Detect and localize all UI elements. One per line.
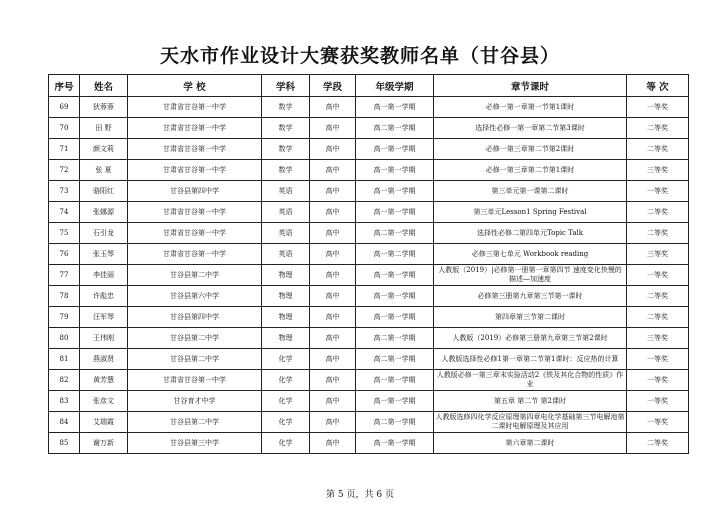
table-row <box>49 286 689 307</box>
cell-index: 84 <box>49 412 80 433</box>
cell-name: 艾瑞霞 <box>80 412 128 433</box>
table-header-row <box>49 75 689 97</box>
cell-school: 甘肃省甘谷第一中学 <box>128 160 262 181</box>
cell-stage: 高中 <box>310 391 356 412</box>
cell-award: 二等奖 <box>627 223 689 244</box>
cell-index: 73 <box>49 181 80 202</box>
cell-grade-term: 高一第二学期 <box>356 244 434 265</box>
cell-grade-term: 高一第一学期 <box>356 202 434 223</box>
header-chapter: 章节课时 <box>434 75 627 97</box>
cell-name: 石引龙 <box>80 223 128 244</box>
cell-subject: 化学 <box>262 412 310 433</box>
table-row <box>49 97 689 118</box>
cell-subject: 物理 <box>262 307 310 328</box>
page-number: 第 5 页，共 6 页 <box>326 490 394 500</box>
cell-subject: 化学 <box>262 391 310 412</box>
cell-chapter: 人教版选修四化学反应原理第四章电化学基础第三节电解池第二课时电解原理及其应用 <box>434 412 627 433</box>
cell-index: 71 <box>49 139 80 160</box>
cell-name: 张 夏 <box>80 160 128 181</box>
cell-school: 甘肃省甘谷第一中学 <box>128 97 262 118</box>
cell-chapter: 人教版（2019）必修第三册第九章第三节第2课时 <box>434 328 627 349</box>
cell-grade-term: 高一第一学期 <box>356 160 434 181</box>
table-row <box>49 307 689 328</box>
cell-grade-term: 高一第一学期 <box>356 265 434 286</box>
cell-stage: 高中 <box>310 286 356 307</box>
cell-grade-term: 高一第一学期 <box>356 307 434 328</box>
cell-school: 甘谷县第二中学 <box>128 349 262 370</box>
table-row <box>49 328 689 349</box>
header-award: 等 次 <box>627 75 689 97</box>
cell-grade-term: 高二第一学期 <box>356 118 434 139</box>
cell-grade-term: 高二第一学期 <box>356 223 434 244</box>
cell-stage: 高中 <box>310 412 356 433</box>
table-row <box>49 433 689 454</box>
table-row <box>49 181 689 202</box>
cell-name: 黄芳慧 <box>80 370 128 391</box>
cell-grade-term: 高二第一学期 <box>356 349 434 370</box>
cell-subject: 数学 <box>262 160 310 181</box>
cell-name: 张玉琴 <box>80 244 128 265</box>
cell-stage: 高中 <box>310 433 356 454</box>
cell-chapter: 必修一第三章第二节第1课时 <box>434 160 627 181</box>
cell-grade-term: 高一第一学期 <box>356 433 434 454</box>
cell-chapter: 第四章第三节第二课时 <box>434 307 627 328</box>
cell-index: 70 <box>49 118 80 139</box>
cell-index: 69 <box>49 97 80 118</box>
cell-chapter: 选择性必修一第一章第二节第3课时 <box>434 118 627 139</box>
cell-stage: 高中 <box>310 139 356 160</box>
cell-index: 81 <box>49 349 80 370</box>
cell-school: 甘谷县第二中学 <box>128 328 262 349</box>
cell-award: 二等奖 <box>627 118 689 139</box>
table-row <box>49 223 689 244</box>
cell-award: 二等奖 <box>627 202 689 223</box>
cell-chapter: 第五章 第二节 第2课时 <box>434 391 627 412</box>
cell-chapter: 必修三第七单元 Workbook reading <box>434 244 627 265</box>
table-row <box>49 244 689 265</box>
cell-subject: 化学 <box>262 349 310 370</box>
cell-stage: 高中 <box>310 370 356 391</box>
cell-subject: 化学 <box>262 433 310 454</box>
cell-stage: 高中 <box>310 181 356 202</box>
cell-stage: 高中 <box>310 328 356 349</box>
cell-grade-term: 高一第一学期 <box>356 370 434 391</box>
cell-index: 79 <box>49 307 80 328</box>
cell-chapter: 必修一第三章第二节第2课时 <box>434 139 627 160</box>
cell-award: 一等奖 <box>627 412 689 433</box>
cell-chapter: 必修第三册第九章第三节第一课时 <box>434 286 627 307</box>
cell-index: 85 <box>49 433 80 454</box>
cell-name: 谢万新 <box>80 433 128 454</box>
table-row <box>49 349 689 370</box>
cell-name: 李佳丽 <box>80 265 128 286</box>
cell-subject: 英语 <box>262 223 310 244</box>
cell-chapter: 选择性必修二第四单元Topic Talk <box>434 223 627 244</box>
header-school: 学 校 <box>128 75 262 97</box>
cell-stage: 高中 <box>310 265 356 286</box>
cell-stage: 高中 <box>310 307 356 328</box>
cell-award: 二等奖 <box>627 286 689 307</box>
cell-school: 甘肃省甘谷第一中学 <box>128 139 262 160</box>
cell-stage: 高中 <box>310 202 356 223</box>
cell-award: 一等奖 <box>627 97 689 118</box>
cell-school: 甘肃省甘谷第一中学 <box>128 223 262 244</box>
cell-grade-term: 高一第一学期 <box>356 391 434 412</box>
cell-stage: 高中 <box>310 223 356 244</box>
cell-grade-term: 高一第一学期 <box>356 139 434 160</box>
cell-school: 甘谷县第二中学 <box>128 412 262 433</box>
cell-school: 甘谷育才中学 <box>128 391 262 412</box>
header-grade-term: 年级学期 <box>356 75 434 97</box>
cell-chapter: 人教版（2019）|必修第一册第一章第四节 速度变化快慢的描述—加速度 <box>434 265 627 286</box>
header-name: 姓名 <box>80 75 128 97</box>
cell-award: 一等奖 <box>627 370 689 391</box>
cell-name: 张娜源 <box>80 202 128 223</box>
header-stage: 学段 <box>310 75 356 97</box>
cell-subject: 数学 <box>262 139 310 160</box>
cell-chapter: 第六章第二课时 <box>434 433 627 454</box>
cell-index: 76 <box>49 244 80 265</box>
cell-name: 田 野 <box>80 118 128 139</box>
cell-index: 74 <box>49 202 80 223</box>
cell-subject: 英语 <box>262 181 310 202</box>
cell-award: 一等奖 <box>627 349 689 370</box>
cell-chapter: 第三单元第一课第二课时 <box>434 181 627 202</box>
cell-grade-term: 高二第一学期 <box>356 412 434 433</box>
cell-subject: 英语 <box>262 202 310 223</box>
cell-school: 甘肃省甘谷第一中学 <box>128 370 262 391</box>
cell-school: 甘谷县第三中学 <box>128 433 262 454</box>
cell-subject: 数学 <box>262 97 310 118</box>
cell-chapter: 人教版选择性必修1第一章第二节第1课时：反应热的计算 <box>434 349 627 370</box>
cell-school: 甘谷县第四中学 <box>128 307 262 328</box>
cell-award: 三等奖 <box>627 244 689 265</box>
cell-chapter: 必修一第一章第一节第1课时 <box>434 97 627 118</box>
cell-award: 一等奖 <box>627 181 689 202</box>
cell-subject: 数学 <box>262 118 310 139</box>
table-row <box>49 370 689 391</box>
cell-award: 三等奖 <box>627 328 689 349</box>
cell-chapter: 人教版必修一第三章末实验活动2《铁及其化合物的性质》作业 <box>434 370 627 391</box>
cell-name: 汪军琴 <box>80 307 128 328</box>
cell-name: 张彦文 <box>80 391 128 412</box>
cell-index: 75 <box>49 223 80 244</box>
cell-name: 颜文莉 <box>80 139 128 160</box>
cell-index: 78 <box>49 286 80 307</box>
cell-school: 甘谷县第二中学 <box>128 265 262 286</box>
cell-index: 80 <box>49 328 80 349</box>
cell-school: 甘谷县第四中学 <box>128 181 262 202</box>
table-row <box>49 391 689 412</box>
table-row <box>49 412 689 433</box>
page-title: 天水市作业设计大赛获奖教师名单（甘谷县） <box>159 45 560 67</box>
cell-grade-term: 高二第一学期 <box>356 328 434 349</box>
cell-stage: 高中 <box>310 160 356 181</box>
cell-stage: 高中 <box>310 118 356 139</box>
table-row <box>49 139 689 160</box>
cell-grade-term: 高一第一学期 <box>356 181 434 202</box>
cell-school: 甘肃省甘谷第一中学 <box>128 202 262 223</box>
cell-award: 二等奖 <box>627 307 689 328</box>
cell-subject: 物理 <box>262 265 310 286</box>
cell-subject: 化学 <box>262 370 310 391</box>
cell-stage: 高中 <box>310 97 356 118</box>
cell-name: 王伟刚 <box>80 328 128 349</box>
cell-stage: 高中 <box>310 349 356 370</box>
cell-name: 骆阳红 <box>80 181 128 202</box>
cell-index: 72 <box>49 160 80 181</box>
cell-index: 77 <box>49 265 80 286</box>
cell-school: 甘肃省甘谷第一中学 <box>128 118 262 139</box>
cell-award: 三等奖 <box>627 160 689 181</box>
cell-grade-term: 高一第一学期 <box>356 286 434 307</box>
cell-index: 82 <box>49 370 80 391</box>
cell-grade-term: 高一第一学期 <box>356 97 434 118</box>
cell-name: 燕淑贤 <box>80 349 128 370</box>
cell-award: 二等奖 <box>627 433 689 454</box>
cell-name: 许彪忠 <box>80 286 128 307</box>
cell-chapter: 第三单元Lesson1 Spring Festival <box>434 202 627 223</box>
table-row <box>49 265 689 286</box>
table-row <box>49 118 689 139</box>
cell-name: 狄蓉蓉 <box>80 97 128 118</box>
cell-stage: 高中 <box>310 244 356 265</box>
cell-award: 二等奖 <box>627 139 689 160</box>
cell-subject: 英语 <box>262 244 310 265</box>
cell-school: 甘谷县第六中学 <box>128 286 262 307</box>
cell-school: 甘肃省甘谷第一中学 <box>128 244 262 265</box>
header-subject: 学科 <box>262 75 310 97</box>
cell-index: 83 <box>49 391 80 412</box>
header-index: 序号 <box>49 75 80 97</box>
award-table <box>48 74 689 454</box>
cell-subject: 物理 <box>262 286 310 307</box>
cell-subject: 物理 <box>262 328 310 349</box>
cell-award: 一等奖 <box>627 391 689 412</box>
table-row <box>49 160 689 181</box>
cell-award: 一等奖 <box>627 265 689 286</box>
table-row <box>49 202 689 223</box>
